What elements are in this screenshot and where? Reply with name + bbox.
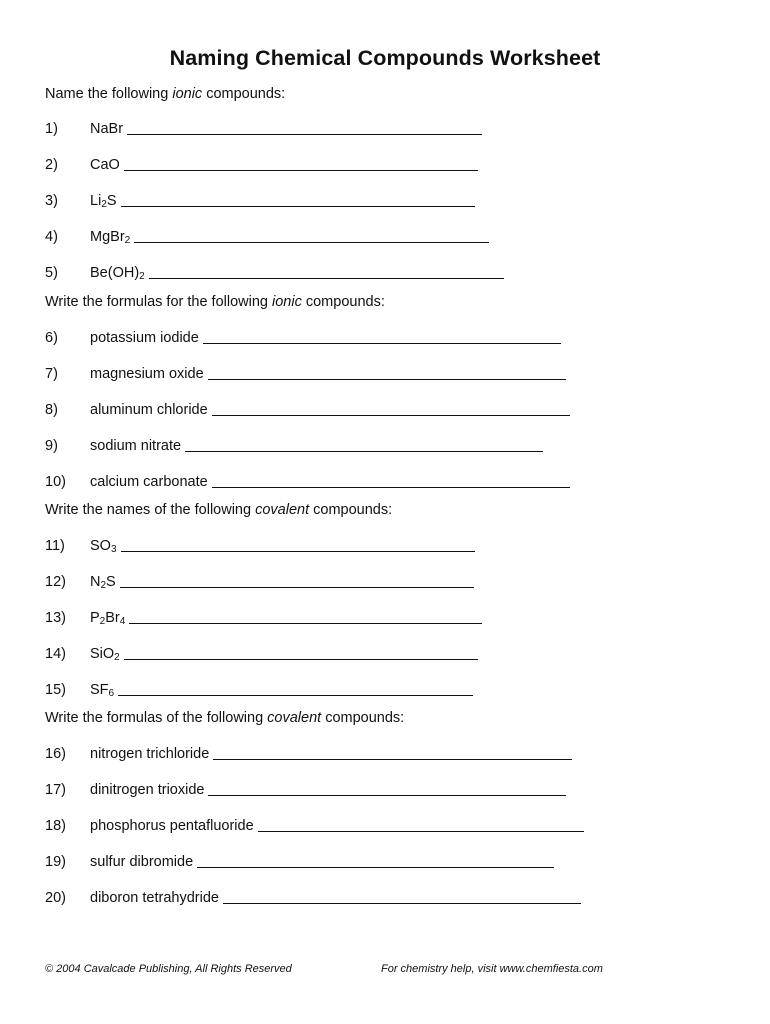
copyright-footer: © 2004 Cavalcade Publishing, All Rights Reserved xyxy=(45,963,292,975)
question-prompt xyxy=(90,538,117,554)
instruction-emphasis: ionic xyxy=(172,86,203,102)
question-1 xyxy=(45,115,482,137)
subscript: 2 xyxy=(114,652,120,663)
question-6 xyxy=(45,324,561,346)
answer-blank[interactable] xyxy=(124,645,478,660)
question-number: 4) xyxy=(45,229,58,245)
question-number: 20) xyxy=(45,890,66,906)
question-12 xyxy=(45,568,474,590)
question-11 xyxy=(45,532,475,554)
answer-blank[interactable] xyxy=(208,365,566,380)
answer-blank[interactable] xyxy=(212,473,570,488)
question-8 xyxy=(45,396,570,418)
answer-blank[interactable] xyxy=(213,745,572,760)
question-prompt xyxy=(90,193,117,209)
prompt-text: S xyxy=(106,574,116,590)
prompt-text: P xyxy=(90,610,100,626)
answer-blank[interactable] xyxy=(127,120,482,135)
question-prompt xyxy=(90,474,208,490)
prompt-text: sodium nitrate xyxy=(90,438,182,454)
question-number: 15) xyxy=(45,682,66,698)
question-19 xyxy=(45,848,554,870)
prompt-text: CaO xyxy=(90,157,120,173)
prompt-text: Br xyxy=(105,610,120,626)
question-17 xyxy=(45,776,566,798)
question-number: 2) xyxy=(45,157,58,173)
question-prompt xyxy=(90,402,208,418)
question-number: 6) xyxy=(45,330,58,346)
question-2 xyxy=(45,151,478,173)
prompt-text: SO xyxy=(90,538,111,554)
question-prompt xyxy=(90,854,193,870)
question-number: 9) xyxy=(45,438,58,454)
question-13 xyxy=(45,604,482,626)
answer-blank[interactable] xyxy=(197,853,554,868)
prompt-text: N xyxy=(90,574,101,590)
question-prompt xyxy=(90,265,145,281)
question-number: 11) xyxy=(45,538,65,554)
question-prompt xyxy=(90,574,116,590)
instruction-emphasis: ionic xyxy=(272,294,302,310)
question-10 xyxy=(45,468,570,490)
question-3 xyxy=(45,187,475,209)
instruction-text: Write the formulas of the following xyxy=(45,710,268,726)
subscript: 4 xyxy=(119,616,126,627)
answer-blank[interactable] xyxy=(223,889,581,904)
subscript: 2 xyxy=(139,271,145,282)
answer-blank[interactable] xyxy=(208,781,566,796)
instruction-text: Name the following xyxy=(45,86,173,102)
question-prompt xyxy=(90,157,120,173)
question-prompt xyxy=(90,646,120,662)
answer-blank[interactable] xyxy=(121,537,475,552)
prompt-text: aluminum chloride xyxy=(90,402,208,418)
prompt-text: SF xyxy=(90,682,109,698)
question-prompt xyxy=(90,682,114,698)
answer-blank[interactable] xyxy=(134,228,489,243)
question-9 xyxy=(45,432,543,454)
prompt-text: S xyxy=(106,193,117,209)
question-prompt xyxy=(90,818,254,834)
instruction-emphasis: covalent xyxy=(255,502,310,518)
subscript: 2 xyxy=(99,616,106,627)
instruction-emphasis: covalent xyxy=(267,710,322,726)
question-number: 16) xyxy=(45,746,66,762)
instruction-text: compounds: xyxy=(301,294,385,310)
question-15 xyxy=(45,676,473,698)
answer-blank[interactable] xyxy=(212,401,570,416)
answer-blank[interactable] xyxy=(120,573,474,588)
prompt-text: dinitrogen trioxide xyxy=(90,782,205,798)
prompt-text: calcium carbonate xyxy=(90,474,208,490)
question-prompt xyxy=(90,782,204,798)
question-number: 1) xyxy=(45,121,58,137)
prompt-text: SiO xyxy=(90,646,115,662)
instruction-text: compounds: xyxy=(309,502,393,518)
instruction-text: Write the formulas for the following xyxy=(45,294,272,310)
question-number: 10) xyxy=(45,474,66,490)
prompt-text: diboron tetrahydride xyxy=(90,890,219,906)
question-4 xyxy=(45,223,489,245)
prompt-text: potassium iodide xyxy=(90,330,199,346)
question-number: 3) xyxy=(45,193,58,209)
section-4-instructions xyxy=(45,710,404,726)
question-prompt xyxy=(90,438,181,454)
subscript: 6 xyxy=(108,688,115,699)
section-1-instructions xyxy=(45,86,285,102)
question-5 xyxy=(45,259,504,281)
question-number: 8) xyxy=(45,402,58,418)
instruction-text: Write the names of the following xyxy=(45,502,256,518)
answer-blank[interactable] xyxy=(118,681,473,696)
answer-blank[interactable] xyxy=(124,156,478,171)
prompt-text: magnesium oxide xyxy=(90,366,204,382)
prompt-text: phosphorus pentafluoride xyxy=(90,818,254,834)
instruction-text: compounds: xyxy=(202,86,286,102)
answer-blank[interactable] xyxy=(203,329,561,344)
question-18 xyxy=(45,812,584,834)
question-16 xyxy=(45,740,572,762)
prompt-text: nitrogen trichloride xyxy=(90,746,210,762)
instruction-text: compounds: xyxy=(321,710,405,726)
question-20 xyxy=(45,884,581,906)
question-number: 13) xyxy=(45,610,66,626)
question-14 xyxy=(45,640,478,662)
prompt-text: Li xyxy=(90,193,102,209)
question-7 xyxy=(45,360,566,382)
answer-blank[interactable] xyxy=(121,192,475,207)
question-number: 18) xyxy=(45,818,66,834)
answer-blank[interactable] xyxy=(258,817,584,832)
answer-blank[interactable] xyxy=(185,437,543,452)
prompt-text: sulfur dibromide xyxy=(90,854,194,870)
question-prompt xyxy=(90,366,204,382)
question-prompt xyxy=(90,610,125,626)
section-3-instructions xyxy=(45,502,392,518)
prompt-text: MgBr xyxy=(90,229,125,245)
question-prompt xyxy=(90,890,219,906)
question-number: 12) xyxy=(45,574,66,590)
section-2-instructions xyxy=(45,294,385,310)
question-prompt xyxy=(90,121,123,137)
question-number: 14) xyxy=(45,646,66,662)
question-prompt xyxy=(90,229,130,245)
subscript: 2 xyxy=(124,235,131,246)
subscript: 3 xyxy=(110,544,117,555)
answer-blank[interactable] xyxy=(129,609,482,624)
prompt-text: NaBr xyxy=(90,121,124,137)
question-prompt xyxy=(90,330,199,346)
page-title: Naming Chemical Compounds Worksheet xyxy=(169,46,601,70)
question-number: 5) xyxy=(45,265,58,281)
question-prompt xyxy=(90,746,209,762)
subscript: 2 xyxy=(100,580,107,591)
answer-blank[interactable] xyxy=(149,264,504,279)
subscript: 2 xyxy=(101,199,107,210)
help-footer: For chemistry help, visit www.chemfiesta.com xyxy=(381,963,603,975)
prompt-text: Be(OH) xyxy=(90,265,140,281)
question-number: 17) xyxy=(45,782,66,798)
question-number: 19) xyxy=(45,854,66,870)
question-number: 7) xyxy=(45,366,58,382)
